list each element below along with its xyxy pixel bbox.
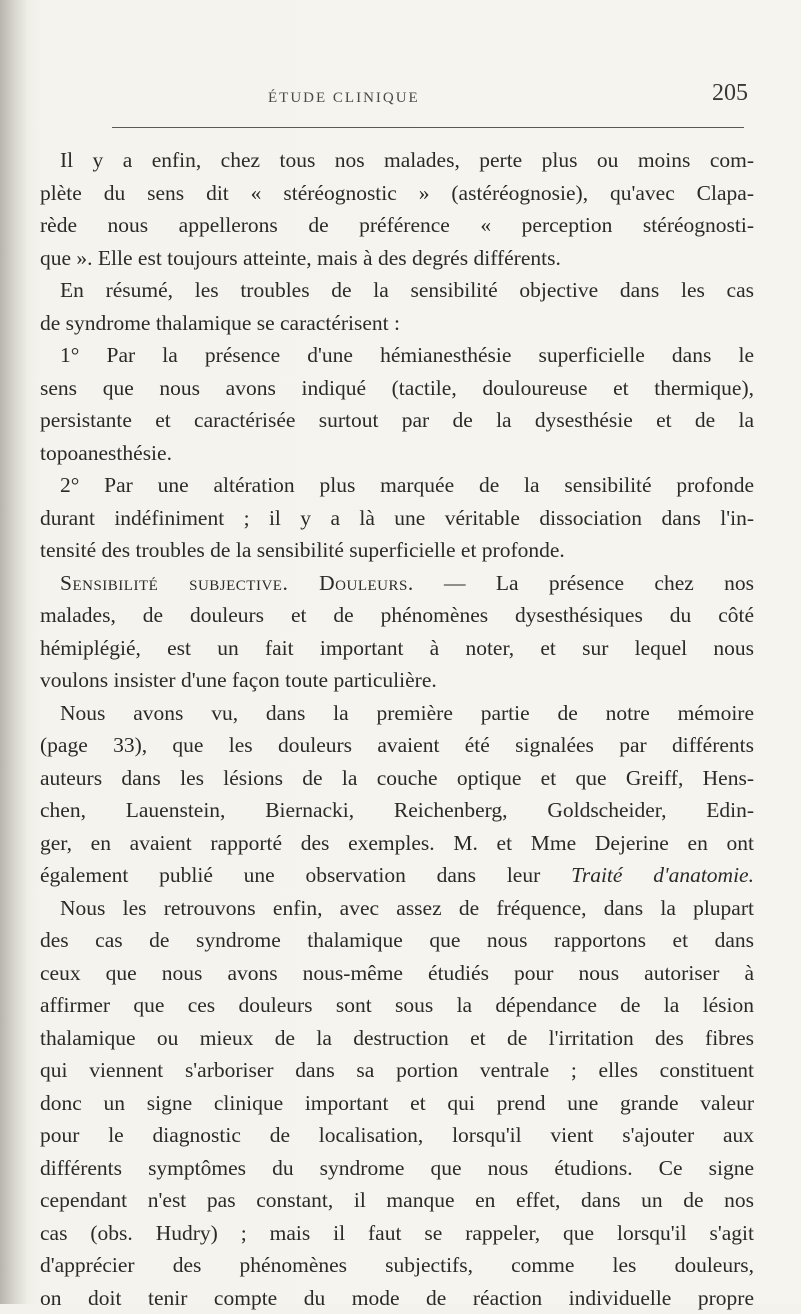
text-line: 2° Par une altération plus marquée de la sensibilité profonde [40, 469, 756, 502]
page-number: 205 [712, 80, 748, 107]
text-line: ceux que nous avons nous-même étudiés pour nous autoriser à [40, 957, 756, 990]
text-line: ger, en avaient rapporté des exemples. M. et Mme Dejerine en ont [40, 827, 756, 860]
text-line: hémiplégié, est un fait important à noter, et sur lequel nous [40, 632, 756, 665]
italic-title: Traité d'anatomie. [571, 863, 754, 887]
text-line: persistante et caractérisée surtout par de la dysesthésie et de la [40, 404, 756, 437]
text-line: rède nous appellerons de préférence « perception stéréognosti- [40, 209, 756, 242]
section-heading: Sensibilité subjective. Douleurs. [60, 571, 414, 595]
text-line: voulons insister d'une façon toute particulière. [40, 664, 756, 697]
page-header [0, 80, 801, 110]
text-line: plète du sens dit « stéréognostic » (astéréognosie), qu'avec Clapa- [40, 177, 756, 210]
running-head: ÉTUDE CLINIQUE [268, 90, 420, 107]
text-line: affirmer que ces douleurs sont sous la dépendance de la lésion [40, 989, 756, 1022]
text-line: qui viennent s'arboriser dans sa portion ventrale ; elles constituent [40, 1054, 756, 1087]
text-line: En résumé, les troubles de la sensibilité objective dans les cas [40, 274, 756, 307]
text-line: tensité des troubles de la sensibilité superficielle et profonde. [40, 534, 756, 567]
text-line: (page 33), que les douleurs avaient été signalées par différents [40, 729, 756, 762]
text-line: topoanesthésie. [40, 437, 756, 470]
body-text [40, 144, 756, 1314]
text-line: 1° Par la présence d'une hémianesthésie superficielle dans le [40, 339, 756, 372]
text-line: de syndrome thalamique se caractérisent : [40, 307, 756, 340]
text-line: chen, Lauenstein, Biernacki, Reichenberg, Goldscheider, Edin- [40, 794, 756, 827]
text-line: pour le diagnostic de localisation, lorsqu'il vient s'ajouter aux [40, 1119, 756, 1152]
text-line: différents symptômes du syndrome que nous étudions. Ce signe [40, 1152, 756, 1185]
text-line: cas (obs. Hudry) ; mais il faut se rappeler, que lorsqu'il s'agit [40, 1217, 756, 1250]
text-line: thalamique ou mieux de la destruction et de l'irritation des fibres [40, 1022, 756, 1055]
text-line: Il y a enfin, chez tous nos malades, perte plus ou moins com- [40, 144, 756, 177]
text-line: donc un signe clinique important et qui prend une grande valeur [40, 1087, 756, 1120]
text-line: sens que nous avons indiqué (tactile, douloureuse et thermique), [40, 372, 756, 405]
text-span: également publié une observation dans leur [40, 863, 571, 887]
text-line [40, 859, 756, 892]
text-line: que ». Elle est toujours atteinte, mais à des degrés différents. [40, 242, 756, 275]
header-rule [112, 127, 744, 128]
text-line: malades, de douleurs et de phénomènes dysesthésiques du côté [40, 599, 756, 632]
binding-shadow [0, 0, 28, 1304]
text-line [40, 567, 756, 600]
text-line: on doit tenir compte du mode de réaction individuelle propre [40, 1282, 756, 1314]
text-span: — La présence chez nos [414, 571, 754, 595]
text-line: cependant n'est pas constant, il manque en effet, dans un de nos [40, 1184, 756, 1217]
text-line: d'apprécier des phénomènes subjectifs, comme les douleurs, [40, 1249, 756, 1282]
text-line: auteurs dans les lésions de la couche optique et que Greiff, Hens- [40, 762, 756, 795]
text-line: Nous les retrouvons enfin, avec assez de fréquence, dans la plupart [40, 892, 756, 925]
text-line: des cas de syndrome thalamique que nous rapportons et dans [40, 924, 756, 957]
text-line: durant indéfiniment ; il y a là une véritable dissociation dans l'in- [40, 502, 756, 535]
text-line: Nous avons vu, dans la première partie de notre mémoire [40, 697, 756, 730]
